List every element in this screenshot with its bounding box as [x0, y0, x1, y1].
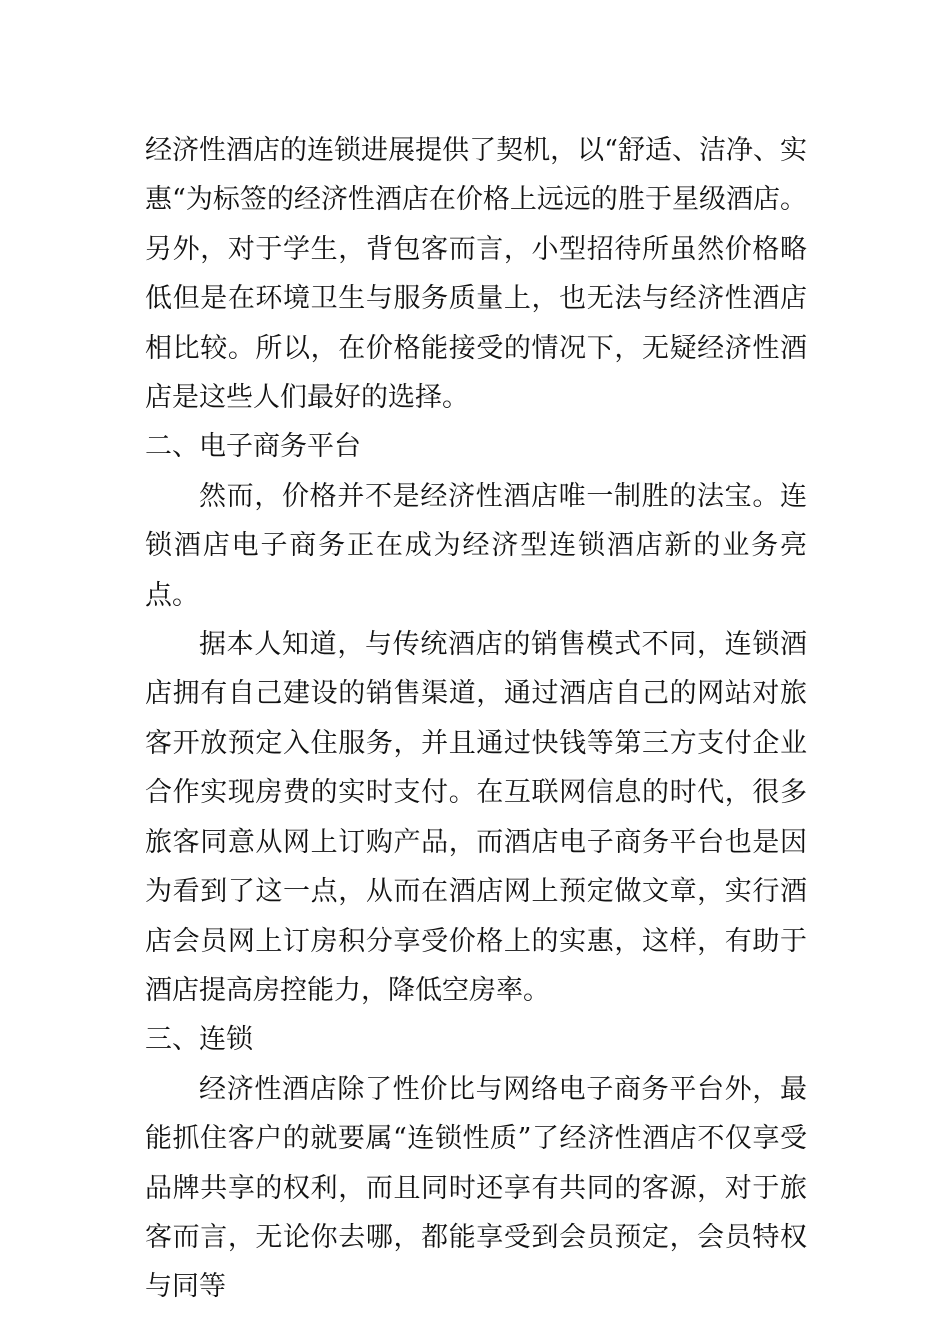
paragraph-ecommerce-intro: 然而，价格并不是经济性酒店唯一制胜的法宝。连锁酒店电子商务正在成为经济型连锁酒店新的业务亮点。 [145, 480, 807, 611]
paragraph-price-advantage: 经济性酒店的连锁进展提供了契机，以“舒适、洁净、实惠“为标签的经济性酒店在价格上远远的胜于星级酒店。另外，对于学生，背包客而言，小型招待所虽然价格略低但是在环境卫生与服务质量上，也无法与经济性酒店相比较。所以，在价格能接受的情况下，无疑经济性酒店是这些人们最好的选择。 [145, 135, 807, 414]
paragraph-ecommerce-detail: 据本人知道，与传统酒店的销售模式不同，连锁酒店拥有自己建设的销售渠道，通过酒店自己的网站对旅客开放预定入住服务，并且通过快钱等第三方支付企业合作实现房费的实时支付。在互联网信息的时代，很多旅客同意从网上订购产品，而酒店电子商务平台也是因为看到了这一点，从而在酒店网上预定做文章，实行酒店会员网上订房积分享受价格上的实惠，这样，有助于酒店提高房控能力，降低空房率。 [145, 629, 807, 1006]
document-body [145, 126, 807, 1312]
section-heading-chain: 三、连锁 [145, 1024, 253, 1056]
paragraph-chain: 经济性酒店除了性价比与网络电子商务平台外，最能抓住客户的就要属“连锁性质”了经济性酒店不仅享受品牌共享的权利，而且同时还享有共同的客源，对于旅客而言，无论你去哪，都能享受到会员预定，会员特权与同等 [145, 1073, 807, 1303]
section-heading-ecommerce: 二、电子商务平台 [145, 431, 361, 463]
